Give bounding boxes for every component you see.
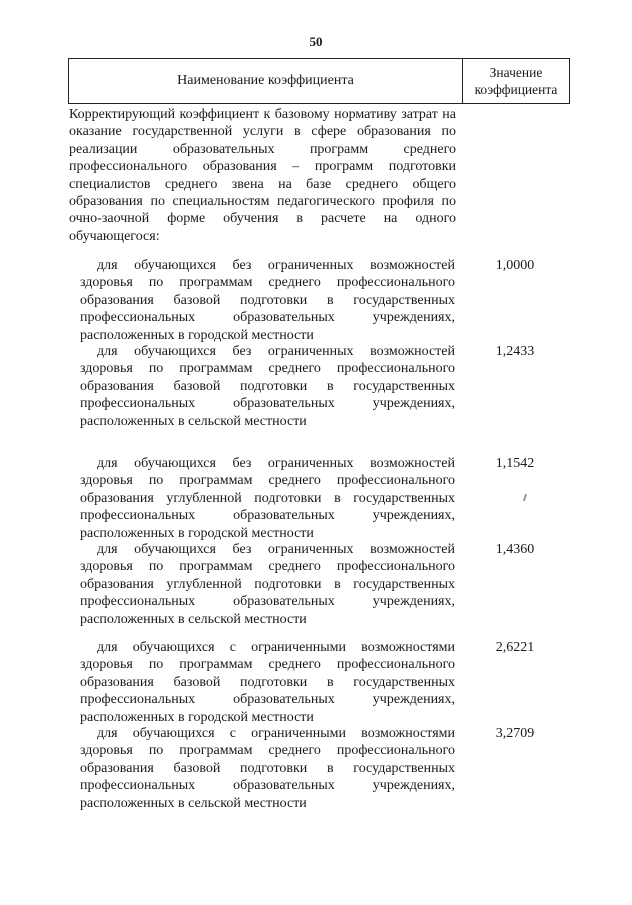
- coefficient-entry-text: для обучающихся без ограниченных возможностей здоровья по программам среднего профессионального образования углубленной подготовки в государственных профессиональных образовательных учреждениях, расположенных в сельской местности: [80, 542, 455, 627]
- coefficient-entry-value: 1,2433: [495, 344, 535, 359]
- page-number: 50: [309, 34, 323, 49]
- coefficient-entry-value: 1,1542: [495, 456, 535, 471]
- scan-speck: [523, 494, 527, 501]
- coefficient-entry-value: 2,6221: [495, 640, 535, 655]
- coefficient-entry-text: для обучающихся с ограниченными возможностями здоровья по программам среднего профессионального образования базовой подготовки в государственных профессиональных образовательных учреждениях, расположенных в сельской местности: [80, 726, 455, 811]
- coefficient-entry-text: для обучающихся с ограниченными возможностями здоровья по программам среднего профессионального образования базовой подготовки в государственных профессиональных образовательных учреждениях, расположенных в городской местности: [80, 640, 455, 725]
- value-column-header: Значение коэффициента: [474, 65, 558, 97]
- coefficient-entry-text: для обучающихся без ограниченных возможностей здоровья по программам среднего профессионального образования базовой подготовки в государственных профессиональных образовательных учреждениях, расположенных в городской местности: [80, 258, 455, 343]
- intro-paragraph: Корректирующий коэффициент к базовому нормативу затрат на оказание государственной услуги в сфере образования по реализации образовательных программ среднего профессионального образования – программ подготовки специалистов среднего звена на базе среднего общего образования по специальностям педагогического профиля по очно-заочной форме обучения в расчете на одного обучающегося:: [69, 107, 456, 244]
- coefficient-entry-text: для обучающихся без ограниченных возможностей здоровья по программам среднего профессионального образования базовой подготовки в государственных профессиональных образовательных учреждениях, расположенных в сельской местности: [80, 344, 455, 429]
- name-column-header: Наименование коэффициента: [69, 59, 463, 103]
- coefficient-entry-text: для обучающихся без ограниченных возможностей здоровья по программам среднего профессионального образования углубленной подготовки в государственных профессиональных образовательных учреждениях, расположенных в городской местности: [80, 456, 455, 541]
- coefficient-entry-value: 1,0000: [495, 258, 535, 273]
- coefficient-entry-value: 3,2709: [495, 726, 535, 741]
- coefficient-entry-value: 1,4360: [495, 542, 535, 557]
- coefficient-table-header: [68, 58, 570, 104]
